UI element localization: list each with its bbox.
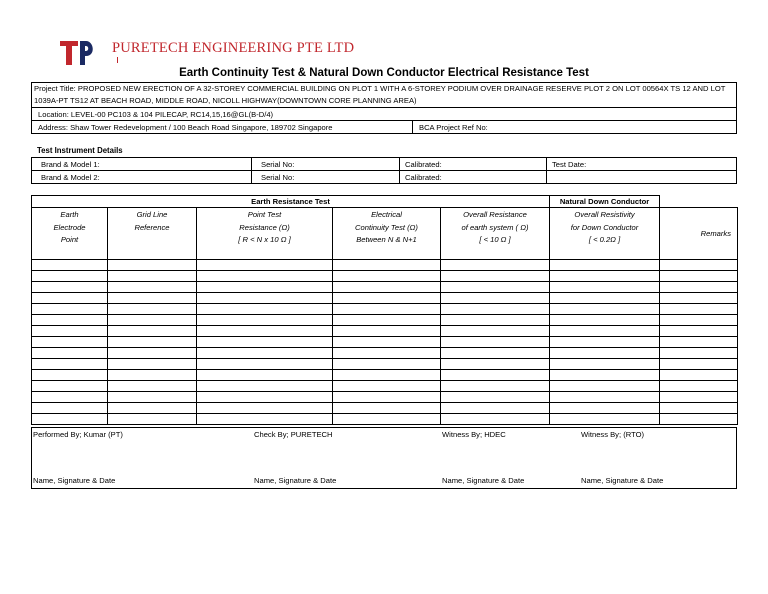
table-cell[interactable]	[441, 370, 550, 381]
table-cell[interactable]	[32, 381, 108, 392]
table-cell[interactable]	[108, 381, 197, 392]
logo-accent-mark	[117, 57, 118, 63]
project-title: Project Title: PROPOSED NEW ERECTION OF A 32-STOREY COMMERCIAL BUILDING ON PLOT 1 WITH A 6-STOREY PODIUM OVER DRAINAGE RESERVE PLOT 2 ON LOT 00564X TS 12 AND LOT 1039A-PT TS12 AT BEACH ROAD, MIDDLE ROAD, NICOLL HIGHWAY(DOWNTOWN CORE PLANNING AREA)	[32, 83, 737, 108]
sign-line-witness-hdec: Name, Signature & Date	[442, 476, 525, 485]
table-cell[interactable]	[441, 293, 550, 304]
table-cell[interactable]	[660, 326, 738, 337]
calibrated-2: Calibrated:	[400, 171, 547, 184]
table-cell[interactable]	[550, 392, 660, 403]
table-cell[interactable]	[333, 337, 441, 348]
table-cell[interactable]	[441, 304, 550, 315]
table-cell[interactable]	[32, 293, 108, 304]
table-cell[interactable]	[197, 315, 333, 326]
earth-resistance-header: Earth Resistance Test	[32, 196, 550, 208]
sign-line-performed: Name, Signature & Date	[33, 476, 116, 485]
table-cell[interactable]	[550, 271, 660, 282]
address-field: Address: Shaw Tower Redevelopment / 100 Beach Road Singapore, 189702 Singapore	[32, 121, 413, 134]
table-cell[interactable]	[660, 403, 738, 414]
table-row	[32, 271, 738, 282]
table-cell[interactable]	[441, 392, 550, 403]
table-cell[interactable]	[660, 359, 738, 370]
table-row	[32, 282, 738, 293]
table-cell[interactable]	[441, 348, 550, 359]
table-cell[interactable]	[333, 370, 441, 381]
test-date-2	[547, 171, 737, 184]
table-cell[interactable]	[108, 337, 197, 348]
table-row	[32, 304, 738, 315]
table-cell[interactable]	[550, 315, 660, 326]
table-cell[interactable]	[197, 337, 333, 348]
brand-model-1: Brand & Model 1:	[32, 158, 252, 171]
table-row	[32, 359, 738, 370]
table-cell[interactable]	[108, 282, 197, 293]
table-cell[interactable]	[108, 293, 197, 304]
table-cell[interactable]	[108, 403, 197, 414]
table-cell[interactable]	[333, 304, 441, 315]
check-by: Check By; PURETECH	[254, 430, 333, 439]
test-date: Test Date:	[547, 158, 737, 171]
table-cell[interactable]	[32, 260, 108, 271]
table-cell[interactable]	[197, 370, 333, 381]
project-info-table	[31, 82, 737, 134]
col-earth-electrode-point: Earth Electrode Point	[32, 208, 108, 260]
table-row	[32, 315, 738, 326]
brand-model-2: Brand & Model 2:	[32, 171, 252, 184]
table-cell[interactable]	[550, 326, 660, 337]
table-cell[interactable]	[197, 271, 333, 282]
table-cell[interactable]	[32, 414, 108, 425]
table-cell[interactable]	[550, 348, 660, 359]
table-cell[interactable]	[660, 392, 738, 403]
table-row	[32, 260, 738, 271]
table-cell[interactable]	[550, 414, 660, 425]
table-cell[interactable]	[441, 282, 550, 293]
table-cell[interactable]	[333, 326, 441, 337]
table-cell[interactable]	[333, 381, 441, 392]
document-title: Earth Continuity Test & Natural Down Conductor Electrical Resistance Test	[179, 67, 589, 79]
table-cell[interactable]	[197, 304, 333, 315]
table-cell[interactable]	[32, 337, 108, 348]
table-cell[interactable]	[333, 260, 441, 271]
table-cell[interactable]	[660, 370, 738, 381]
table-cell[interactable]	[32, 326, 108, 337]
table-cell[interactable]	[32, 315, 108, 326]
table-row	[32, 326, 738, 337]
table-cell[interactable]	[197, 326, 333, 337]
table-cell[interactable]	[550, 370, 660, 381]
sign-line-check: Name, Signature & Date	[254, 476, 337, 485]
witness-hdec: Witness By; HDEC	[442, 430, 506, 439]
instrument-table	[31, 157, 737, 184]
table-cell[interactable]	[441, 414, 550, 425]
table-cell[interactable]	[441, 326, 550, 337]
witness-rto: Witness By; (RTO)	[581, 430, 645, 439]
table-cell[interactable]	[197, 348, 333, 359]
signature-block	[31, 427, 737, 489]
table-cell[interactable]	[550, 293, 660, 304]
table-cell[interactable]	[108, 260, 197, 271]
table-cell[interactable]	[197, 260, 333, 271]
table-cell[interactable]	[660, 337, 738, 348]
table-cell[interactable]	[32, 392, 108, 403]
table-cell[interactable]	[197, 381, 333, 392]
table-cell[interactable]	[333, 359, 441, 370]
table-cell[interactable]	[108, 271, 197, 282]
table-row	[32, 348, 738, 359]
table-row	[32, 337, 738, 348]
table-cell[interactable]	[441, 315, 550, 326]
table-cell[interactable]	[32, 271, 108, 282]
col-overall-resistance: Overall Resistance of earth system ( Ω) [ < 10 Ω ]	[441, 208, 550, 260]
col-grid-line-reference: Grid Line Reference	[108, 208, 197, 260]
table-cell[interactable]	[660, 293, 738, 304]
table-cell[interactable]	[197, 392, 333, 403]
table-cell[interactable]	[660, 271, 738, 282]
header-blank-cell	[660, 196, 738, 208]
table-cell[interactable]	[32, 403, 108, 414]
company-name: PURETECH ENGINEERING PTE LTD	[112, 40, 355, 56]
table-cell[interactable]	[333, 315, 441, 326]
table-cell[interactable]	[333, 293, 441, 304]
bca-ref-field: BCA Project Ref No:	[413, 121, 737, 134]
table-cell[interactable]	[441, 359, 550, 370]
table-cell[interactable]	[333, 392, 441, 403]
table-cell[interactable]	[197, 293, 333, 304]
table-cell[interactable]	[197, 414, 333, 425]
table-cell[interactable]	[108, 370, 197, 381]
results-table	[31, 195, 738, 425]
instrument-section-label: Test Instrument Details	[37, 146, 123, 155]
table-cell[interactable]	[197, 359, 333, 370]
table-cell[interactable]	[108, 304, 197, 315]
table-cell[interactable]	[108, 326, 197, 337]
table-cell[interactable]	[550, 381, 660, 392]
table-cell[interactable]	[660, 414, 738, 425]
natural-down-conductor-header: Natural Down Conductor	[550, 196, 660, 208]
table-cell[interactable]	[108, 348, 197, 359]
serial-no-2: Serial No:	[252, 171, 400, 184]
table-row	[32, 414, 738, 425]
serial-no-1: Serial No:	[252, 158, 400, 171]
table-cell[interactable]	[32, 348, 108, 359]
table-row	[32, 403, 738, 414]
table-row	[32, 293, 738, 304]
table-cell[interactable]	[197, 403, 333, 414]
table-cell[interactable]	[333, 403, 441, 414]
performed-by: Performed By; Kumar (PT)	[33, 430, 123, 439]
table-cell[interactable]	[108, 359, 197, 370]
col-overall-resistivity: Overall Resistivity for Down Conductor [ < 0.2Ω ]	[550, 208, 660, 260]
table-cell[interactable]	[550, 359, 660, 370]
table-cell[interactable]	[197, 282, 333, 293]
table-cell[interactable]	[550, 260, 660, 271]
table-cell[interactable]	[333, 348, 441, 359]
table-cell[interactable]	[108, 414, 197, 425]
table-cell[interactable]	[550, 304, 660, 315]
table-cell[interactable]	[441, 337, 550, 348]
puretech-logo-icon	[58, 36, 98, 66]
calibrated-1: Calibrated:	[400, 158, 547, 171]
col-electrical-continuity: Electrical Continuity Test (Ω) Between N & N+1	[333, 208, 441, 260]
table-cell[interactable]	[333, 414, 441, 425]
table-cell[interactable]	[550, 282, 660, 293]
table-cell[interactable]	[108, 392, 197, 403]
table-cell[interactable]	[441, 271, 550, 282]
table-cell[interactable]	[660, 381, 738, 392]
table-cell[interactable]	[550, 403, 660, 414]
table-cell[interactable]	[660, 260, 738, 271]
table-cell[interactable]	[660, 282, 738, 293]
table-cell[interactable]	[660, 315, 738, 326]
table-cell[interactable]	[32, 370, 108, 381]
table-cell[interactable]	[32, 304, 108, 315]
table-row	[32, 381, 738, 392]
col-remarks: Remarks	[660, 208, 738, 260]
table-cell[interactable]	[333, 282, 441, 293]
table-cell[interactable]	[441, 381, 550, 392]
table-cell[interactable]	[441, 403, 550, 414]
table-cell[interactable]	[660, 304, 738, 315]
table-cell[interactable]	[441, 260, 550, 271]
table-row	[32, 392, 738, 403]
col-point-test-resistance: Point Test Resistance (Ω) [ R < N x 10 Ω ]	[197, 208, 333, 260]
table-row	[32, 370, 738, 381]
table-cell[interactable]	[32, 282, 108, 293]
table-cell[interactable]	[550, 337, 660, 348]
table-cell[interactable]	[32, 359, 108, 370]
table-cell[interactable]	[660, 348, 738, 359]
column-header-row	[32, 208, 738, 260]
location-field: Location: LEVEL-00 PC103 & 104 PILECAP, RC14,15,16@GL(B-D/4)	[32, 108, 737, 121]
sign-line-witness-rto: Name, Signature & Date	[581, 476, 664, 485]
table-cell[interactable]	[333, 271, 441, 282]
table-cell[interactable]	[108, 315, 197, 326]
